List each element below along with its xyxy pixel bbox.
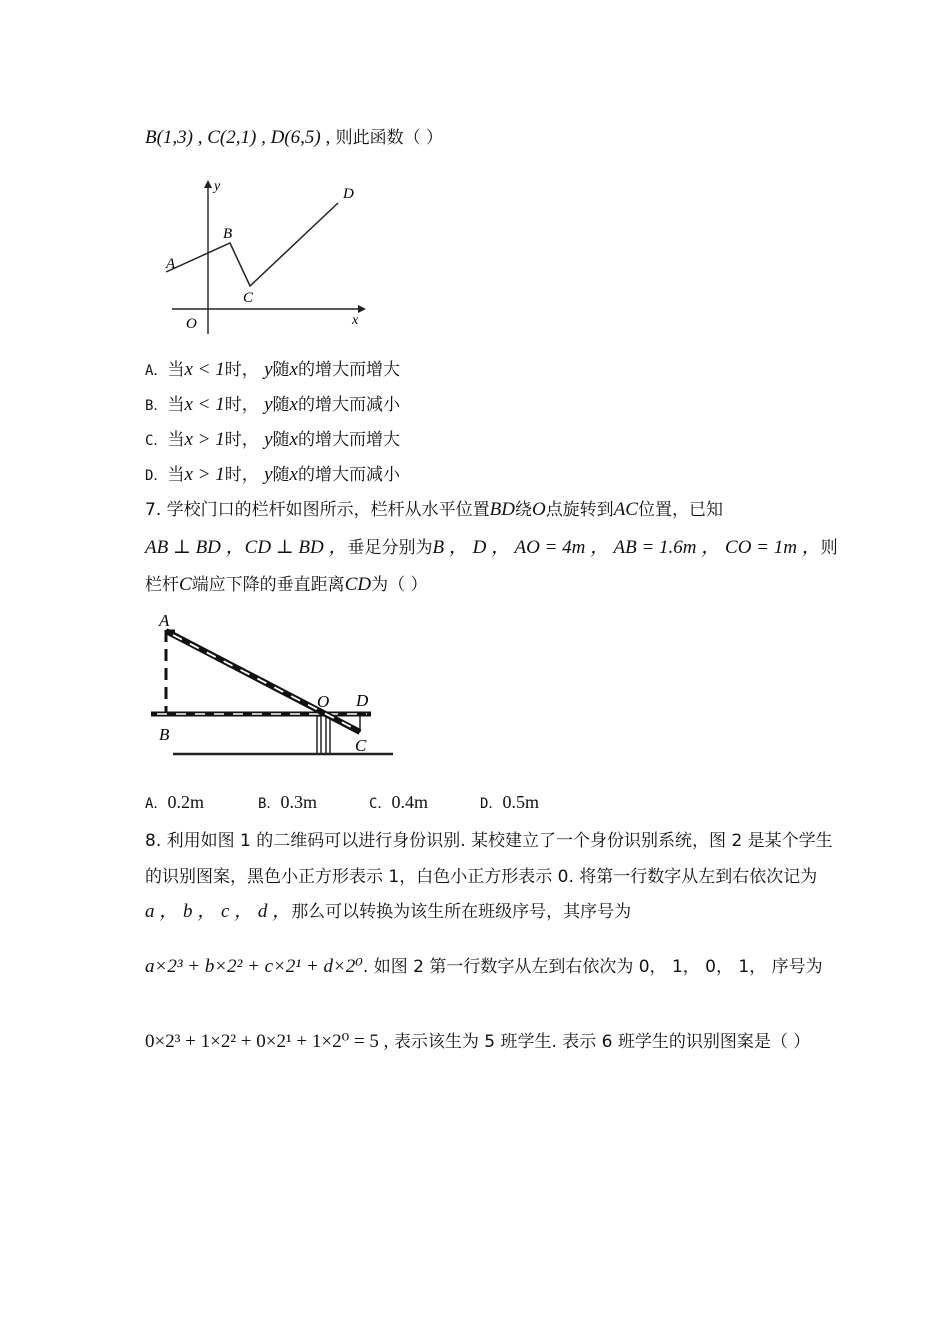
stem-text: 表示该生为 5 班学生. 表示 6 班学生的识别图案是（ ）: [393, 1032, 811, 1052]
option-text: 当: [167, 430, 185, 450]
y-axis-label: y: [214, 179, 221, 194]
option-var: y: [264, 464, 273, 485]
q8-stem-line-5: [145, 1030, 810, 1054]
q6-option-d[interactable]: [145, 463, 400, 488]
option-var: x: [289, 429, 298, 450]
option-letter: D．: [145, 468, 168, 484]
option-var: x: [289, 464, 298, 485]
stem-math: B ， D ， AO = 4m ， AB = 1.6m ， CO = 1m ，: [432, 537, 821, 558]
q8-stem-line-3: [145, 900, 631, 924]
point-a-label: A: [166, 256, 176, 272]
q7-stem-line-1: [145, 498, 723, 522]
option-text: 当: [167, 395, 185, 415]
q7-stem-line-2: [145, 536, 838, 560]
stem-math: AC: [613, 499, 638, 520]
stem-text: 垂足分别为: [347, 538, 433, 558]
stem-text: 那么可以转换为该生所在班级序号，其序号为: [291, 902, 632, 922]
choice-letter: D．: [480, 796, 503, 812]
option-text: 的增大而减小: [297, 465, 400, 485]
option-var: y: [264, 394, 273, 415]
option-condition: x < 1: [184, 359, 225, 380]
stem-text: 端应下降的垂直距离: [191, 575, 345, 595]
post-right: [326, 716, 330, 754]
option-text: 时，: [224, 430, 259, 450]
origin-label: O: [186, 316, 197, 332]
choice-value: 0.5m: [502, 792, 539, 812]
option-var: y: [264, 359, 273, 380]
q8-stem-line-1: 8. 利用如图 1 的二维码可以进行身份识别. 某校建立了一个身份识别系统，图 2 是某个学生: [145, 831, 833, 851]
option-var: x: [289, 394, 298, 415]
formula: 0×2³ + 1×2² + 0×2¹ + 1×2⁰ = 5 ,: [145, 1031, 389, 1052]
label-b: B: [159, 725, 170, 744]
option-condition: x > 1: [184, 464, 225, 485]
stem-math: C: [179, 574, 192, 595]
label-d: D: [356, 691, 369, 710]
option-text: 随: [272, 465, 290, 485]
stem-math: a ， b ， c ， d ，: [145, 901, 292, 922]
option-condition: x < 1: [184, 394, 225, 415]
option-letter: C．: [145, 433, 168, 449]
stem-math: O: [531, 499, 546, 520]
option-letter: A．: [145, 363, 168, 379]
formula: a×2³ + b×2² + c×2¹ + d×2⁰: [145, 956, 363, 977]
q6-option-c[interactable]: [145, 428, 400, 453]
option-text: 当: [167, 360, 185, 380]
function-polyline: [166, 203, 338, 286]
q7-choice-a[interactable]: [145, 792, 204, 813]
post-left: [317, 716, 321, 754]
option-text: 的增大而增大: [297, 430, 400, 450]
stem-math: BD: [489, 499, 515, 520]
option-var: y: [264, 429, 273, 450]
option-letter: B．: [145, 398, 168, 414]
stem-text: 则: [820, 538, 838, 558]
stem-math: CD: [344, 574, 372, 595]
x-axis-arrow: [358, 305, 366, 313]
option-text: 随: [272, 395, 290, 415]
label-c: C: [355, 736, 367, 755]
stem-text: 点旋转到: [545, 500, 614, 520]
option-text: 的增大而减小: [297, 395, 400, 415]
y-axis-arrow: [204, 180, 212, 188]
choice-value: 0.4m: [391, 792, 428, 812]
x-axis-label: x: [352, 313, 359, 328]
option-text: 随: [272, 430, 290, 450]
stem-text: 位置，已知: [637, 500, 723, 520]
point-d-label: D: [343, 186, 354, 202]
q7-choice-b[interactable]: [258, 792, 317, 813]
choice-value: 0.3m: [280, 792, 317, 812]
label-a: A: [159, 611, 170, 630]
q6-function-graph: [160, 176, 370, 336]
stem-text: . 如图 2 第一行数字从左到右依次为 0， 1， 0， 1， 序号为: [362, 957, 823, 977]
stem-text: 绕: [514, 500, 532, 520]
option-var: x: [289, 359, 298, 380]
option-condition: x > 1: [184, 429, 225, 450]
option-text: 当: [167, 465, 185, 485]
point-c-label: C: [243, 290, 254, 306]
q7-choice-d[interactable]: [480, 792, 539, 813]
choice-value: 0.2m: [167, 792, 204, 812]
q6-intro: [145, 126, 443, 150]
stem-text: 栏杆: [145, 575, 179, 595]
stem-text: 7. 学校门口的栏杆如图所示，栏杆从水平位置: [145, 500, 490, 520]
q8-stem-line-2: 的识别图案，黑色小正方形表示 1，白色小正方形表示 0. 将第一行数字从左到右依次记为: [145, 867, 818, 887]
choice-letter: C．: [369, 796, 392, 812]
point-b-label: B: [223, 226, 233, 242]
option-text: 时，: [224, 395, 259, 415]
q7-barrier-figure: [145, 610, 400, 760]
option-text: 时，: [224, 360, 259, 380]
q6-intro-text: 则此函数（ ）: [335, 128, 444, 148]
q6-option-a[interactable]: [145, 358, 400, 383]
option-text: 随: [272, 360, 290, 380]
q6-points: B(1,3) , C(2,1) , D(6,5) ,: [145, 127, 331, 148]
stem-text: 为（ ）: [371, 575, 428, 595]
choice-letter: B．: [258, 796, 281, 812]
q6-option-b[interactable]: [145, 393, 400, 418]
q7-choice-c[interactable]: [369, 792, 428, 813]
option-text: 时，: [224, 465, 259, 485]
option-text: 的增大而增大: [297, 360, 400, 380]
q7-stem-line-3: [145, 573, 428, 597]
stem-math: AB ⊥ BD ，CD ⊥ BD ，: [145, 537, 348, 558]
q8-stem-line-4: [145, 955, 823, 979]
choice-letter: A．: [145, 796, 168, 812]
label-o: O: [317, 692, 330, 711]
